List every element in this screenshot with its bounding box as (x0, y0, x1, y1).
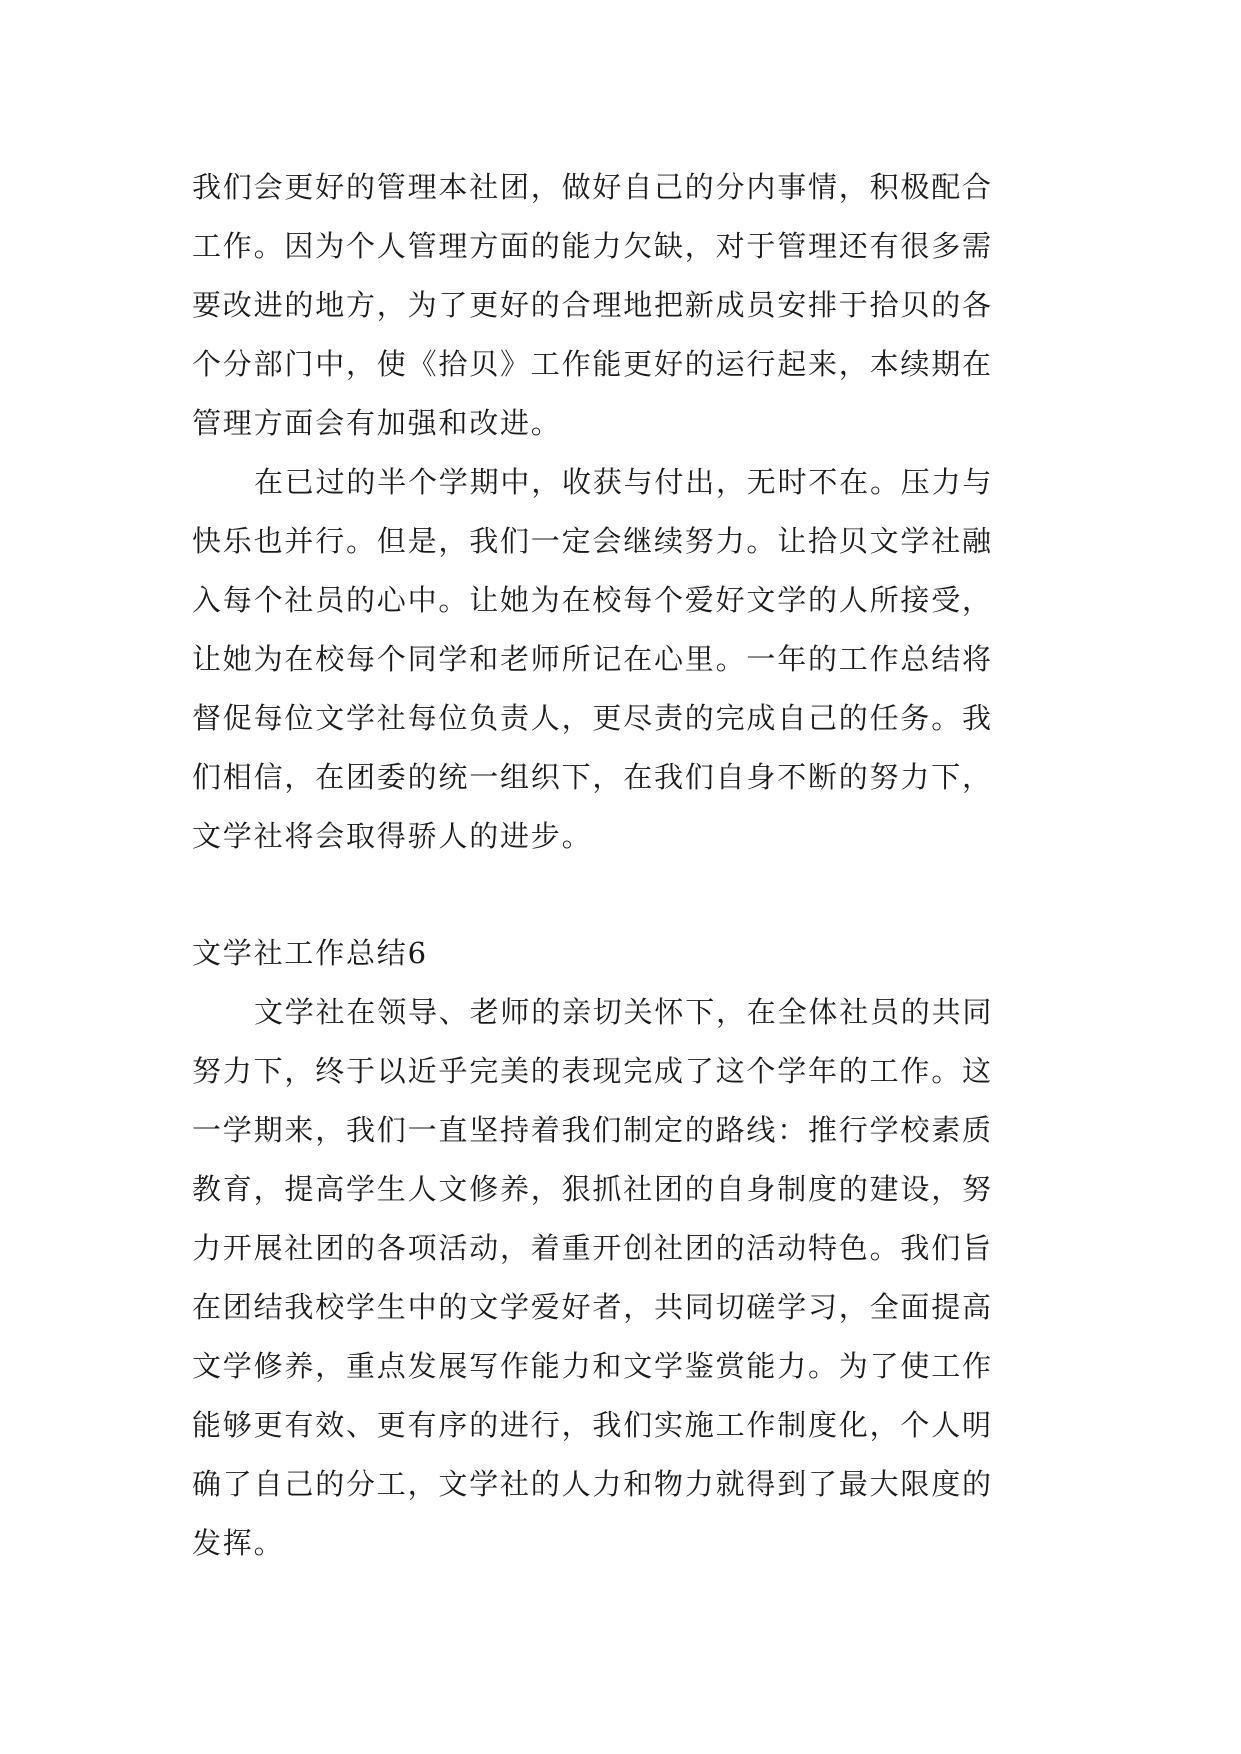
paragraph-line: 工作。因为个人管理方面的能力欠缺，对于管理还有很多需 (192, 229, 993, 263)
section-title: 文学社工作总结6 (192, 936, 428, 970)
paragraph-summary (192, 983, 1048, 1573)
paragraph-line: 文学社在领导、老师的亲切关怀下，在全体社员的共同 (254, 995, 994, 1029)
paragraph-line: 努力下，终于以近乎完美的表现完成了这个学年的工作。这 (192, 1054, 993, 1088)
paragraph-line: 个分部门中，使《拾贝》工作能更好的运行起来，本续期在 (192, 347, 993, 381)
section-spacer (192, 866, 1048, 924)
paragraph-line: 文学修养，重点发展写作能力和文学鉴赏能力。为了使工作 (192, 1349, 993, 1383)
paragraph-outlook (192, 453, 1048, 866)
paragraph-line: 我们会更好的管理本社团，做好自己的分内事情，积极配合 (192, 170, 993, 204)
paragraph-line: 管理方面会有加强和改进。 (192, 406, 562, 440)
paragraph-line: 一学期来，我们一直坚持着我们制定的路线：推行学校素质 (192, 1113, 993, 1147)
paragraph-line: 快乐也并行。但是，我们一定会继续努力。让拾贝文学社融 (192, 524, 993, 558)
paragraph-line: 入每个社员的心中。让她为在校每个爱好文学的人所接受， (192, 583, 993, 617)
paragraph-line: 让她为在校每个同学和老师所记在心里。一年的工作总结将 (192, 642, 993, 676)
paragraph-line: 能够更有效、更有序的进行，我们实施工作制度化，个人明 (192, 1408, 993, 1442)
paragraph-line: 督促每位文学社每位负责人，更尽责的完成自己的任务。我 (192, 701, 993, 735)
paragraph-line: 们相信，在团委的统一组织下，在我们自身不断的努力下， (192, 760, 993, 794)
paragraph-line: 发挥。 (192, 1526, 285, 1560)
paragraph-management (192, 158, 1048, 453)
paragraph-line: 文学社将会取得骄人的进步。 (192, 819, 593, 853)
document-page (192, 158, 1048, 1573)
paragraph-line: 力开展社团的各项活动，着重开创社团的活动特色。我们旨 (192, 1231, 993, 1265)
paragraph-line: 确了自己的分工，文学社的人力和物力就得到了最大限度的 (192, 1467, 993, 1501)
paragraph-line: 在已过的半个学期中，收获与付出，无时不在。压力与 (254, 465, 994, 499)
paragraph-line: 在团结我校学生中的文学爱好者，共同切磋学习，全面提高 (192, 1290, 993, 1324)
paragraph-line: 要改进的地方，为了更好的合理地把新成员安排于拾贝的各 (192, 288, 993, 322)
paragraph-line: 教育，提高学生人文修养，狠抓社团的自身制度的建设，努 (192, 1172, 993, 1206)
